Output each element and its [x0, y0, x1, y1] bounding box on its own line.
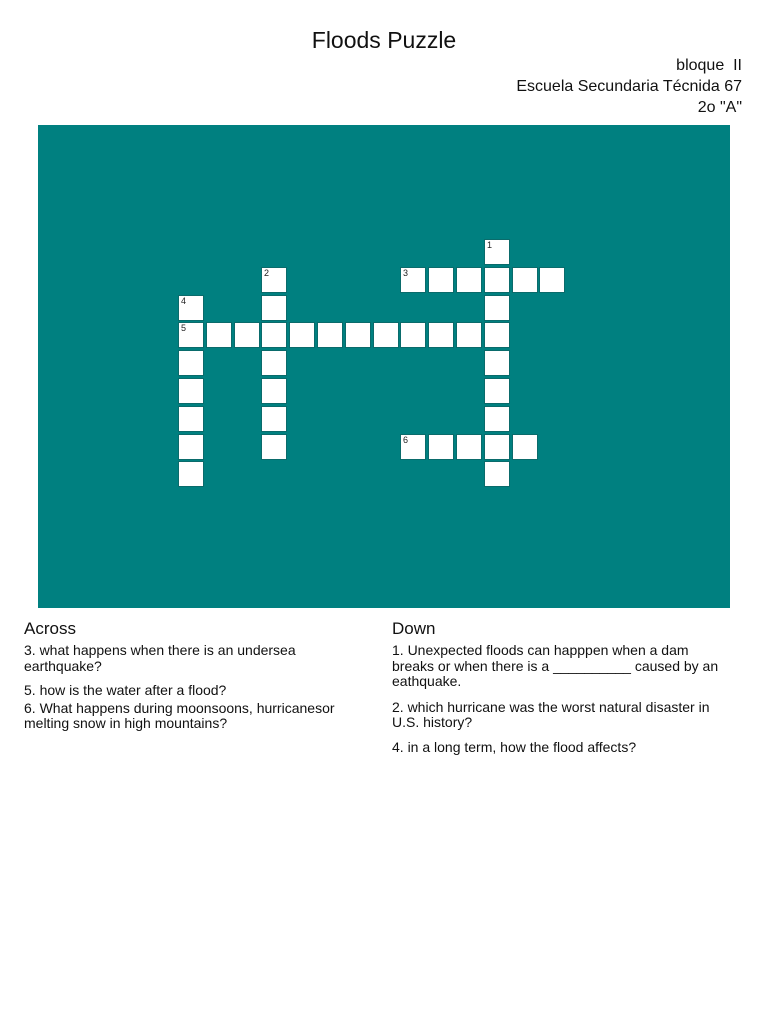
clue-down-4: 4. in a long term, how the flood affects? [392, 738, 637, 755]
clue-number: 6 [403, 435, 409, 445]
crossword-cell[interactable] [484, 295, 510, 321]
crossword-cell[interactable] [512, 434, 538, 460]
crossword-cell[interactable] [484, 267, 510, 293]
crossword-cell[interactable] [261, 434, 287, 460]
crossword-cell[interactable] [178, 295, 204, 321]
crossword-cell[interactable] [261, 350, 287, 376]
crossword-cell[interactable] [400, 434, 426, 460]
crossword-cell[interactable] [428, 322, 454, 348]
across-clues [24, 620, 364, 732]
crossword-cell[interactable] [289, 322, 315, 348]
clue-across-6: 6. What happens during moonsoons, hurricanesor melting snow in high mountains? [24, 699, 335, 731]
crossword-cell[interactable] [261, 267, 287, 293]
clue-across-3: 3. what happens when there is an undersea earthquake? [24, 642, 296, 674]
crossword-cell[interactable] [206, 322, 232, 348]
crossword-cell[interactable] [178, 406, 204, 432]
crossword-board [38, 125, 730, 608]
crossword-cell[interactable] [456, 434, 482, 460]
crossword-cell[interactable] [428, 267, 454, 293]
crossword-cell[interactable] [484, 434, 510, 460]
crossword-cell[interactable] [484, 461, 510, 487]
crossword-cell[interactable] [317, 322, 343, 348]
clue-number: 3 [403, 268, 409, 278]
crossword-cell[interactable] [512, 267, 538, 293]
clue-number: 4 [181, 296, 187, 306]
crossword-cell[interactable] [484, 350, 510, 376]
crossword-cell[interactable] [400, 267, 426, 293]
clue-number: 5 [181, 323, 187, 333]
info-line-block: bloque II [676, 57, 742, 74]
clue-across-5: 5. how is the water after a flood? [24, 682, 227, 698]
down-clues [392, 620, 732, 755]
down-heading: Down [392, 619, 436, 638]
crossword-cell[interactable] [373, 322, 399, 348]
crossword-cell[interactable] [234, 322, 260, 348]
crossword-cell[interactable] [261, 322, 287, 348]
crossword-cell[interactable] [484, 378, 510, 404]
clue-number: 2 [264, 268, 270, 278]
info-line-group: 2o "A" [697, 99, 742, 116]
crossword-cell[interactable] [178, 322, 204, 348]
clue-number: 1 [487, 240, 493, 250]
crossword-cell[interactable] [261, 295, 287, 321]
clue-down-1: 1. Unexpected floods can happpen when a dam breaks or when there is a __________ caused by an eathquake. [392, 642, 719, 689]
crossword-cell[interactable] [178, 461, 204, 487]
page-title: Floods Puzzle [311, 27, 457, 53]
header-info [516, 55, 742, 118]
crossword-cell[interactable] [178, 434, 204, 460]
crossword-cell[interactable] [484, 406, 510, 432]
crossword-cell[interactable] [178, 350, 204, 376]
across-heading: Across [24, 619, 76, 638]
crossword-cell[interactable] [456, 322, 482, 348]
crossword-cell[interactable] [345, 322, 371, 348]
crossword-cell[interactable] [484, 322, 510, 348]
crossword-cell[interactable] [400, 322, 426, 348]
crossword-cell[interactable] [428, 434, 454, 460]
crossword-cell[interactable] [484, 239, 510, 265]
crossword-cell[interactable] [261, 378, 287, 404]
crossword-cell[interactable] [539, 267, 565, 293]
info-line-school: Escuela Secundaria Técnida 67 [516, 78, 742, 95]
clue-down-2: 2. which hurricane was the worst natural disaster in U.S. history? [392, 698, 710, 730]
crossword-cell[interactable] [178, 378, 204, 404]
crossword-cell[interactable] [261, 406, 287, 432]
crossword-cell[interactable] [456, 267, 482, 293]
